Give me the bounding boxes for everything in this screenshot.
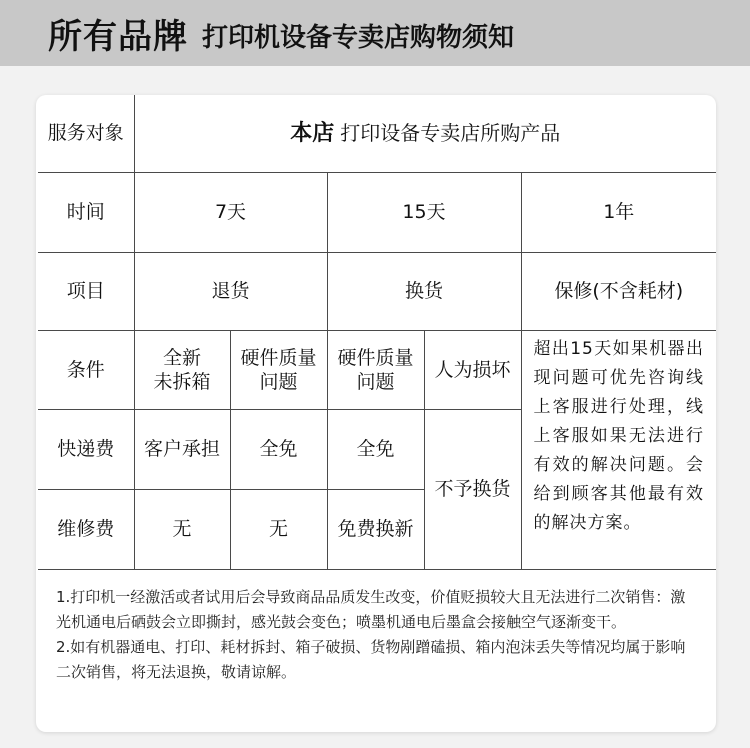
item-return: 退货 (134, 252, 327, 330)
page-subtitle: 打印机设备专卖店购物须知 (202, 22, 515, 53)
condition-return: 全新 未拆箱 (134, 330, 230, 409)
policy-table (38, 95, 716, 570)
repair-exchange: 免费换新 (327, 489, 424, 569)
period-return: 7天 (134, 172, 327, 252)
shipping-label: 快递费 (38, 409, 134, 489)
table-row (38, 95, 716, 172)
table-row (38, 252, 716, 330)
scope-label: 服务对象 (38, 95, 134, 172)
table-row (38, 172, 716, 252)
item-exchange: 换货 (327, 252, 521, 330)
scope-value (134, 95, 716, 172)
period-warranty: 1年 (521, 172, 716, 252)
item-warranty: 保修(不含耗材) (521, 252, 716, 330)
condition-return-defect: 硬件质量 问题 (230, 330, 327, 409)
repair-return: 无 (134, 489, 230, 569)
scope-text: 打印设备专卖店所购产品 (340, 120, 561, 145)
item-label: 项目 (38, 252, 134, 330)
repair-label: 维修费 (38, 489, 134, 569)
repair-return-defect: 无 (230, 489, 327, 569)
warranty-note: 超出15天如果机器出现问题可优先咨询线上客服进行处理，线上客服如果无法进行有效的解决问题。会给到顾客其他最有效的解决方案。 (521, 330, 716, 569)
notes-section (56, 585, 698, 685)
policy-card (36, 95, 716, 732)
note-2: 2.如有机器通电、打印、耗材拆封、箱子破损、货物剐蹭磕损、箱内泡沫丢失等情况均属于影响二次销售，将无法退换，敬请谅解。 (56, 638, 686, 681)
note-1: 1.打印机一经激活或者试用后会导致商品品质发生改变，价值贬损较大且无法进行二次销售：激光机通电后硒鼓会立即撕封，感光鼓会变色；喷墨机通电后墨盒会接触空气逐渐变干。 (56, 588, 686, 631)
condition-exchange-defect: 硬件质量 问题 (327, 330, 424, 409)
condition-human-damage: 人为损坏 (424, 330, 521, 409)
time-label: 时间 (38, 172, 134, 252)
header-banner (0, 0, 750, 66)
scope-store: 本店 (290, 120, 335, 146)
brand-title: 所有品牌 (48, 16, 188, 57)
shipping-exchange: 全免 (327, 409, 424, 489)
shipping-return: 客户承担 (134, 409, 230, 489)
shipping-return-defect: 全免 (230, 409, 327, 489)
condition-label: 条件 (38, 330, 134, 409)
table-row (38, 330, 716, 409)
no-exchange: 不予换货 (424, 409, 521, 569)
period-exchange: 15天 (327, 172, 521, 252)
